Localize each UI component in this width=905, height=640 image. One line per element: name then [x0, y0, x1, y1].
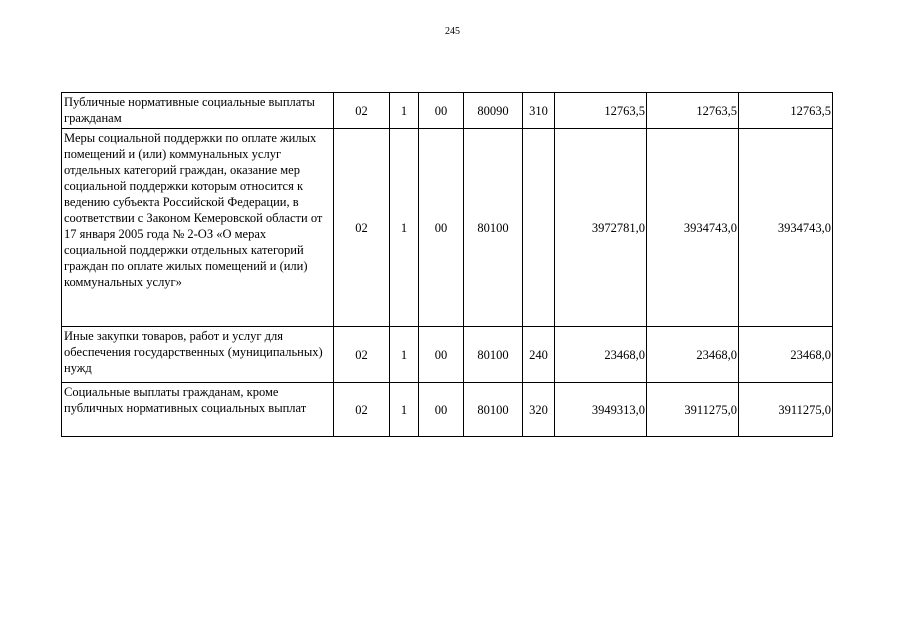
- subprogram-code: 1: [390, 93, 419, 129]
- event-code: 00: [419, 327, 464, 383]
- page-number: 245: [445, 26, 460, 37]
- amount-year-1: 3972781,0: [555, 129, 647, 327]
- subprogram-code: 1: [390, 129, 419, 327]
- table-row: [62, 93, 833, 129]
- amount-year-3: 3934743,0: [739, 129, 833, 327]
- row-name: Социальные выплаты гражданам, кроме публичных нормативных социальных выплат: [62, 383, 334, 437]
- table-row: [62, 327, 833, 383]
- subprogram-code: 1: [390, 383, 419, 437]
- event-code: 00: [419, 129, 464, 327]
- amount-year-1: 12763,5: [555, 93, 647, 129]
- section-code: 02: [334, 129, 390, 327]
- subprogram-code: 1: [390, 327, 419, 383]
- amount-year-1: 23468,0: [555, 327, 647, 383]
- amount-year-1: 3949313,0: [555, 383, 647, 437]
- table-row: [62, 129, 833, 327]
- expense-type-code: [523, 129, 555, 327]
- expense-type-code: 240: [523, 327, 555, 383]
- event-code: 00: [419, 383, 464, 437]
- table-row: [62, 383, 833, 437]
- amount-year-3: 23468,0: [739, 327, 833, 383]
- amount-year-3: 3911275,0: [739, 383, 833, 437]
- direction-code: 80090: [464, 93, 523, 129]
- row-name: Публичные нормативные социальные выплаты гражданам: [62, 93, 334, 129]
- amount-year-2: 3934743,0: [647, 129, 739, 327]
- expense-type-code: 320: [523, 383, 555, 437]
- row-name: Иные закупки товаров, работ и услуг для обеспечения государственных (муниципальных) нужд: [62, 327, 334, 383]
- amount-year-2: 12763,5: [647, 93, 739, 129]
- section-code: 02: [334, 93, 390, 129]
- amount-year-2: 23468,0: [647, 327, 739, 383]
- expense-type-code: 310: [523, 93, 555, 129]
- section-code: 02: [334, 383, 390, 437]
- section-code: 02: [334, 327, 390, 383]
- direction-code: 80100: [464, 129, 523, 327]
- budget-table: [61, 92, 833, 437]
- amount-year-3: 12763,5: [739, 93, 833, 129]
- amount-year-2: 3911275,0: [647, 383, 739, 437]
- row-name: Меры социальной поддержки по оплате жилых помещений и (или) коммунальных услуг отдельных категорий граждан, оказание мер социальной поддержки которым относится к ведению субъекта Российской Федерации, в соответствии с Законом Кемеровской области от 17 января 2005 года № 2-ОЗ «О мерах социальной поддержки отдельных категорий граждан по оплате жилых помещений и (или) коммунальных услуг»: [62, 129, 334, 327]
- event-code: 00: [419, 93, 464, 129]
- direction-code: 80100: [464, 383, 523, 437]
- direction-code: 80100: [464, 327, 523, 383]
